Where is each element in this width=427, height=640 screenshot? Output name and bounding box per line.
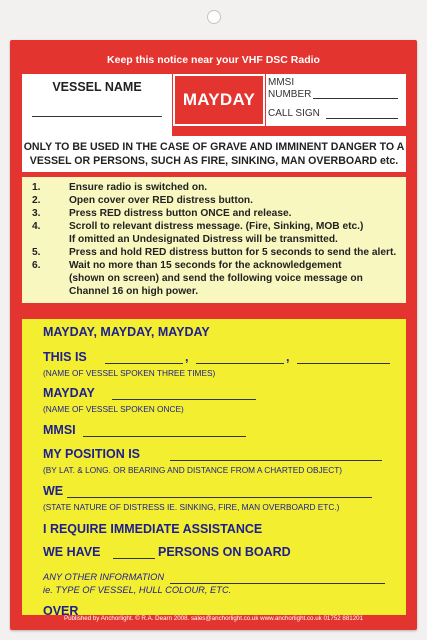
assistance-line: I REQUIRE IMMEDIATE ASSISTANCE xyxy=(43,522,263,536)
instructions-box xyxy=(22,177,406,303)
mmsi-number-label: NUMBER xyxy=(268,89,312,100)
step-text: If omitted an Undesignated Distress will be transmitted. xyxy=(69,234,338,245)
step-text: Press RED distress button ONCE and release. xyxy=(69,208,292,219)
mmsi-blank xyxy=(83,436,246,437)
position-blank xyxy=(170,460,382,461)
vessel-name-label: VESSEL NAME xyxy=(52,80,142,94)
warning-box xyxy=(22,136,406,172)
mmsi-line xyxy=(313,98,398,99)
step-number: 5. xyxy=(32,247,41,258)
hanging-hole xyxy=(207,10,221,24)
vessel-name-blank-1 xyxy=(105,363,183,364)
vessel-name-blank-2 xyxy=(196,363,284,364)
publisher-footer: Published by Anchorlight. © R.A. Dearn 2008. sales@anchorlight.co.uk www.anchorlight.co.uk 01752 881201 xyxy=(63,615,364,622)
mayday-badge xyxy=(173,74,265,126)
distress-nature-blank xyxy=(67,497,372,498)
mayday-blank xyxy=(112,399,256,400)
mmsi-callsign-box xyxy=(266,74,406,126)
comma-1: , xyxy=(185,350,189,364)
warning-line-2: VESSEL OR PERSONS, SUCH AS FIRE, SINKING, MAN OVERBOARD etc. xyxy=(29,154,399,167)
step-text: Channel 16 on high power. xyxy=(69,286,199,297)
mayday-x3-line: MAYDAY, MAYDAY, MAYDAY xyxy=(43,325,210,339)
position-label: MY POSITION IS xyxy=(43,447,141,461)
this-is-note: (NAME OF VESSEL SPOKEN THREE TIMES) xyxy=(43,368,216,378)
step-text: Wait no more than 15 seconds for the acknowledgement xyxy=(69,260,342,271)
mmsi-label: MMSI xyxy=(268,77,295,88)
over-label: OVER xyxy=(43,604,79,618)
we-label: WE xyxy=(43,484,64,498)
we-note: (STATE NATURE OF DISTRESS IE. SINKING, FIRE, MAN OVERBOARD ETC.) xyxy=(43,502,340,512)
step-number: 1. xyxy=(32,182,41,193)
mayday-label: MAYDAY xyxy=(43,386,95,400)
step-text: (shown on screen) and send the following voice message on xyxy=(69,273,363,284)
vessel-name-blank-3 xyxy=(297,363,390,364)
mayday-note: (NAME OF VESSEL SPOKEN ONCE) xyxy=(43,404,184,414)
notice-header: Keep this notice near your VHF DSC Radio xyxy=(107,54,320,66)
call-sign-line xyxy=(326,118,398,119)
step-number: 3. xyxy=(32,208,41,219)
mmsi-voice-label: MMSI xyxy=(43,423,76,437)
step-text: Press and hold RED distress button for 5 seconds to send the alert. xyxy=(69,247,397,258)
step-number: 4. xyxy=(32,221,41,232)
vessel-name-line xyxy=(32,116,162,117)
call-sign-label: CALL SIGN xyxy=(268,108,320,119)
warning-line-1: ONLY TO BE USED IN THE CASE OF GRAVE AND IMMINENT DANGER TO A xyxy=(23,141,405,153)
this-is-label: THIS IS xyxy=(43,350,87,364)
persons-label: PERSONS ON BOARD xyxy=(158,545,291,559)
step-text: Open cover over RED distress button. xyxy=(69,195,253,206)
other-info-note: ie. TYPE OF VESSEL, HULL COLOUR, ETC. xyxy=(43,585,232,595)
mayday-badge-text: MAYDAY xyxy=(182,90,256,109)
position-note: (BY LAT. & LONG. OR BEARING AND DISTANCE FROM A CHARTED OBJECT) xyxy=(43,465,343,475)
voice-message-box xyxy=(22,319,406,618)
comma-2: , xyxy=(286,350,290,364)
persons-count-blank xyxy=(113,558,155,559)
step-number: 2. xyxy=(32,195,41,206)
other-info-label: ANY OTHER INFORMATION xyxy=(43,572,165,582)
other-info-blank xyxy=(170,583,385,584)
step-text: Ensure radio is switched on. xyxy=(69,182,208,193)
we-have-label: WE HAVE xyxy=(43,545,101,559)
mayday-notice-card xyxy=(10,40,417,630)
step-number: 6. xyxy=(32,260,41,271)
step-text: Scroll to relevant distress message. (Fire, Sinking, MOB etc.) xyxy=(69,221,364,232)
